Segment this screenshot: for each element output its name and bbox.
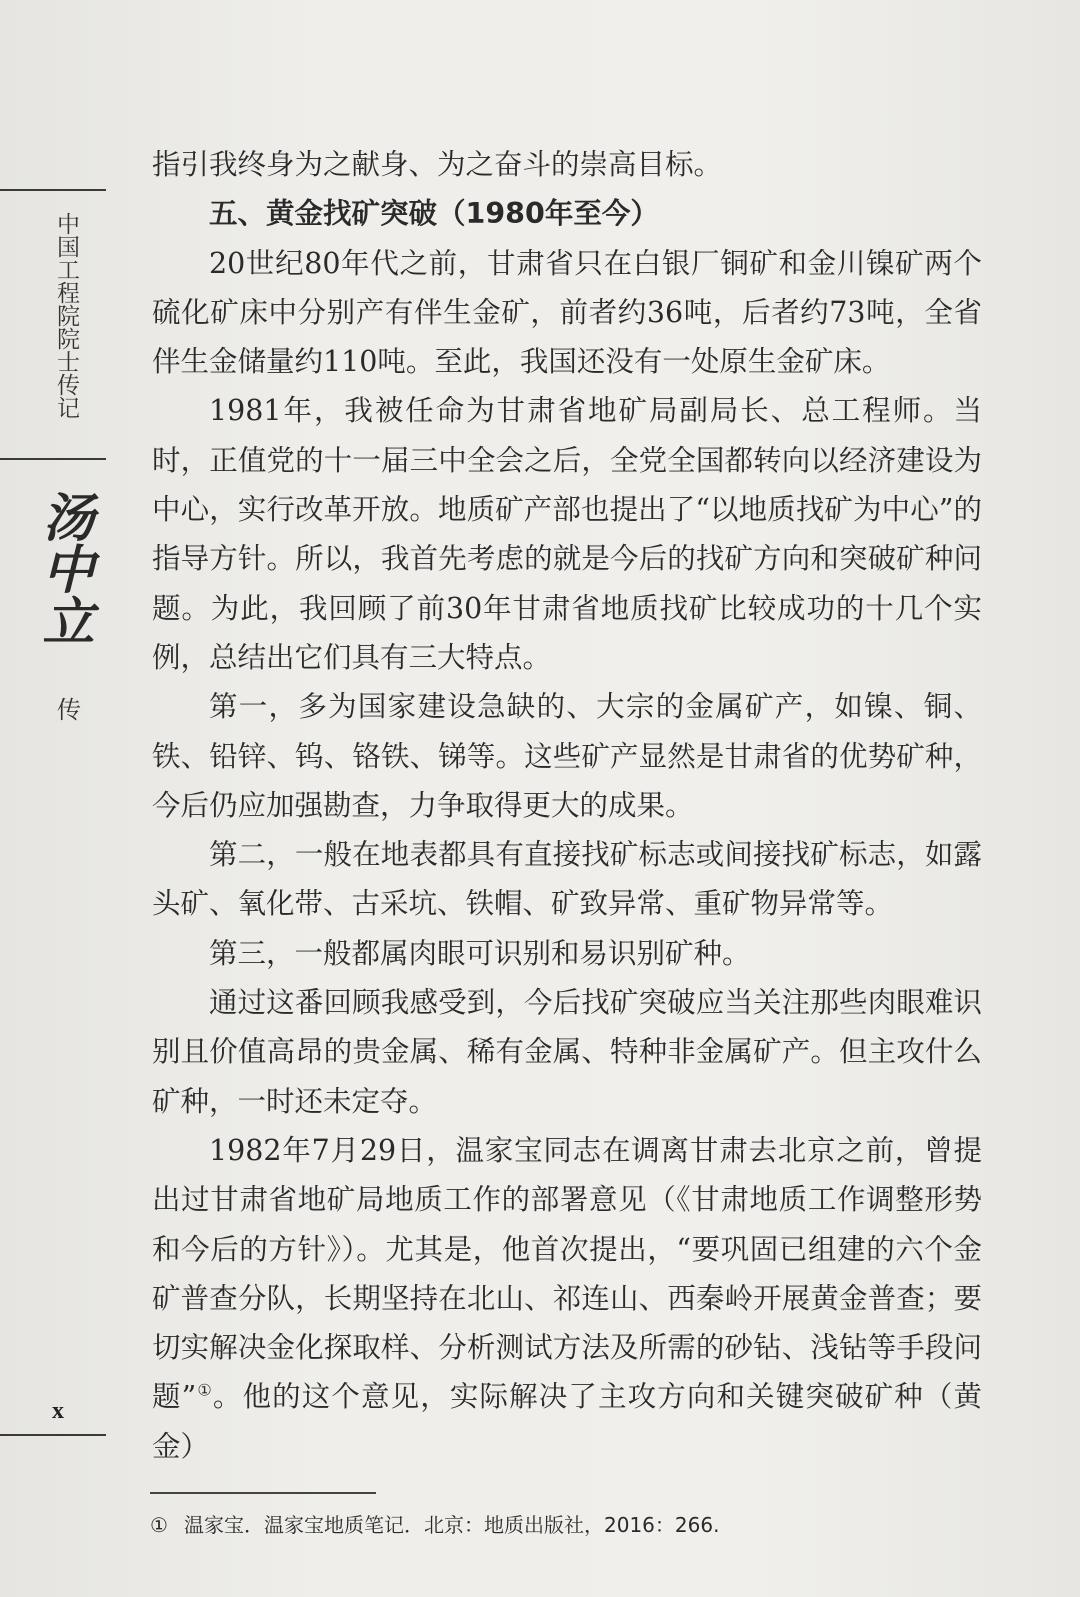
footnote-rule bbox=[150, 1492, 376, 1494]
footnote-mark: ① bbox=[150, 1513, 168, 1537]
footnote-text: 温家宝．温家宝地质笔记．北京：地质出版社，2016：266. bbox=[184, 1513, 720, 1537]
book-name-suffix: 传 bbox=[57, 696, 81, 724]
margin-rule-middle bbox=[0, 458, 106, 460]
main-text bbox=[152, 140, 982, 1471]
paragraph: 1981年，我被任命为甘肃省地矿局副局长、总工程师。当时，正值党的十一届三中全会之后，全党全国都转向以经济建设为中心，实行改革开放。地质矿产部也提出了“以地质找矿为中心”的指导方针。所以，我首先考虑的就是今后的找矿方向和突破矿种问题。为此，我回顾了前30年甘肃省地质找矿比较成功的十几个实例，总结出它们具有三大特点。 bbox=[152, 394, 982, 674]
paragraph-text: 1982年7月29日，温家宝同志在调离甘肃去北京之前，曾提出过甘肃省地矿局地质工作的部署意见（《甘肃地质工作调整形势和今后的方针》）。尤其是，他首次提出，“要巩固已组建的六个金矿普查分队，长期坚持在北山、祁连山、西秦岭开展黄金普查；要切实解决金化探取样、分析测试方法及所需的砂钻、浅钻等手段问题” bbox=[152, 1133, 982, 1414]
paragraph: 第一，多为国家建设急缺的、大宗的金属矿产，如镍、铜、铁、铅锌、钨、铬铁、锑等。这些矿产显然是甘肃省的优势矿种，今后仍应加强勘查，力争取得更大的成果。 bbox=[152, 690, 982, 822]
page-number: x bbox=[52, 1398, 64, 1424]
section-heading: 五、黄金找矿突破（1980年至今） bbox=[209, 197, 659, 231]
paragraph-text: 。他的这个意见，实际解决了主攻方向和关键突破矿种（黄金） bbox=[152, 1380, 982, 1463]
footnote bbox=[150, 1511, 980, 1539]
paragraph-with-footnote bbox=[152, 1126, 982, 1471]
paragraph: 通过这番回顾我感受到，今后找矿突破应当关注那些肉眼难识别且价值高昂的贵金属、稀有金属、特种非金属矿产。但主攻什么矿种，一时还未定夺。 bbox=[152, 986, 982, 1118]
paragraph-continued: 指引我终身为之献身、为之奋斗的崇高目标。 bbox=[152, 148, 723, 181]
book-name-calligraphy: 汤中立 bbox=[33, 490, 94, 646]
margin-rule-bottom bbox=[0, 1434, 106, 1436]
paragraph: 20世纪80年代之前，甘肃省只在白银厂铜矿和金川镍矿两个硫化矿床中分别产有伴生金矿，前者约36吨，后者约73吨，全省伴生金储量约110吨。至此，我国还没有一处原生金矿床。 bbox=[152, 246, 982, 379]
series-title: 中国工程院院士传记 bbox=[53, 212, 79, 419]
footnote-reference[interactable]: ① bbox=[196, 1380, 213, 1400]
margin-rule-top bbox=[0, 189, 106, 191]
paragraph: 第三，一般都属肉眼可识别和易识别矿种。 bbox=[209, 936, 751, 970]
paragraph: 第二，一般在地表都具有直接找矿标志或间接找矿标志，如露头矿、氧化带、古采坑、铁帽、矿致异常、重矿物异常等。 bbox=[152, 838, 982, 921]
